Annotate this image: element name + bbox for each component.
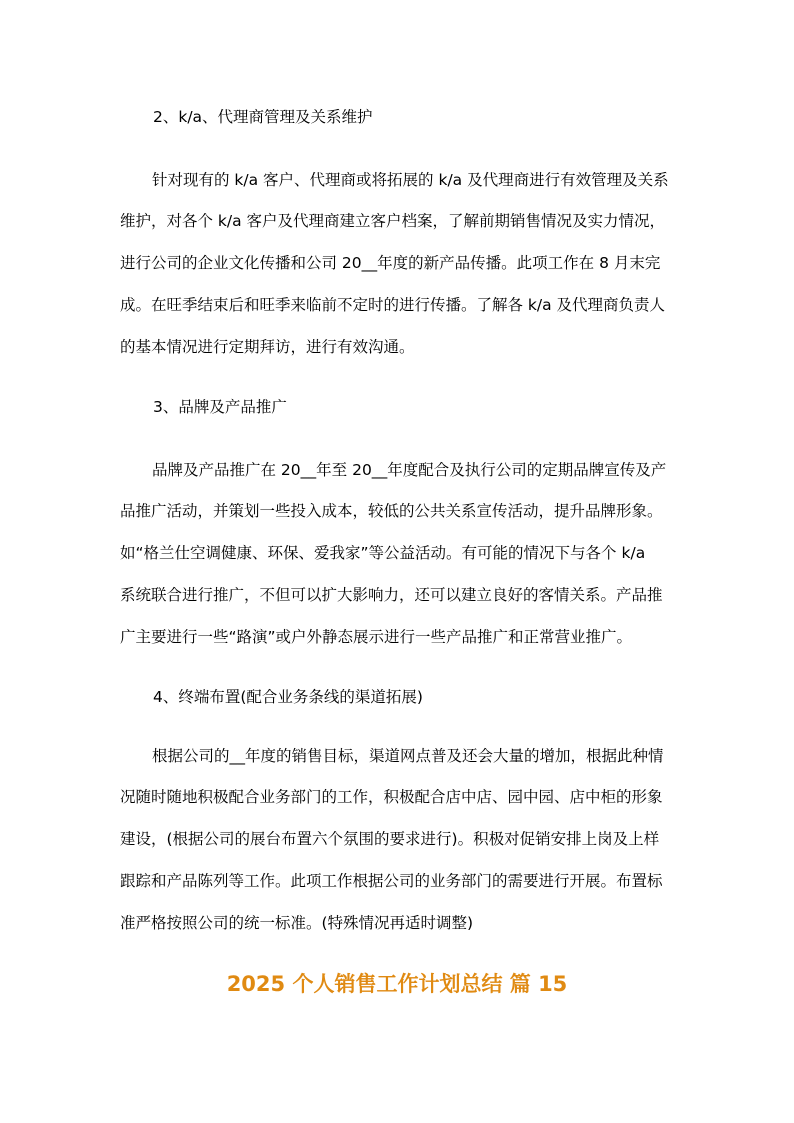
paragraph-line: 如“格兰仕空调健康、环保、爱我家”等公益活动。有可能的情况下与各个 k/a — [120, 544, 646, 562]
paragraph-line: 准严格按照公司的统一标准。(特殊情况再适时调整) — [120, 914, 474, 932]
article-title: 2025 个人销售工作计划总结 篇 15 — [226, 972, 568, 996]
paragraph-line: 系统联合进行推广，不但可以扩大影响力，还可以建立良好的客情关系。产品推 — [120, 586, 663, 604]
paragraph-line: 针对现有的 k/a 客户、代理商或将拓展的 k/a 及代理商进行有效管理及关系 — [152, 171, 669, 189]
paragraph-line: 品推广活动，并策划一些投入成本，较低的公共关系宣传活动，提升品牌形象。 — [120, 502, 663, 520]
paragraph-line: 成。在旺季结束后和旺季来临前不定时的进行传播。了解各 k/a 及代理商负责人 — [120, 296, 666, 314]
paragraph-line: 进行公司的企业文化传播和公司 20__年度的新产品传播。此项工作在 8 月末完 — [120, 254, 661, 272]
paragraph-line: 建设，(根据公司的展台布置六个氛围的要求进行)。积极对促销安排上岗及上样 — [120, 830, 660, 848]
paragraph-line: 根据公司的__年度的销售目标，渠道网点普及还会大量的增加，根据此种情 — [152, 747, 664, 765]
paragraph-line: 品牌及产品推广在 20__年至 20__年度配合及执行公司的定期品牌宣传及产 — [152, 461, 667, 479]
paragraph-line: 跟踪和产品陈列等工作。此项工作根据公司的业务部门的需要进行开展。布置标 — [120, 872, 663, 890]
section-heading: 4、终端布置(配合业务条线的渠道拓展) — [153, 688, 423, 706]
paragraph-line: 维护，对各个 k/a 客户及代理商建立客户档案，了解前期销售情况及实力情况， — [120, 212, 666, 230]
paragraph-line: 况随时随地积极配合业务部门的工作，积极配合店中店、园中园、店中柜的形象 — [120, 788, 663, 806]
section-heading: 2、k/a、代理商管理及关系维护 — [153, 108, 373, 126]
paragraph-line: 的基本情况进行定期拜访，进行有效沟通。 — [120, 338, 415, 356]
section-heading: 3、品牌及产品推广 — [153, 398, 287, 416]
paragraph-line: 广主要进行一些“路演”或户外静态展示进行一些产品推广和正常营业推广。 — [120, 628, 633, 646]
